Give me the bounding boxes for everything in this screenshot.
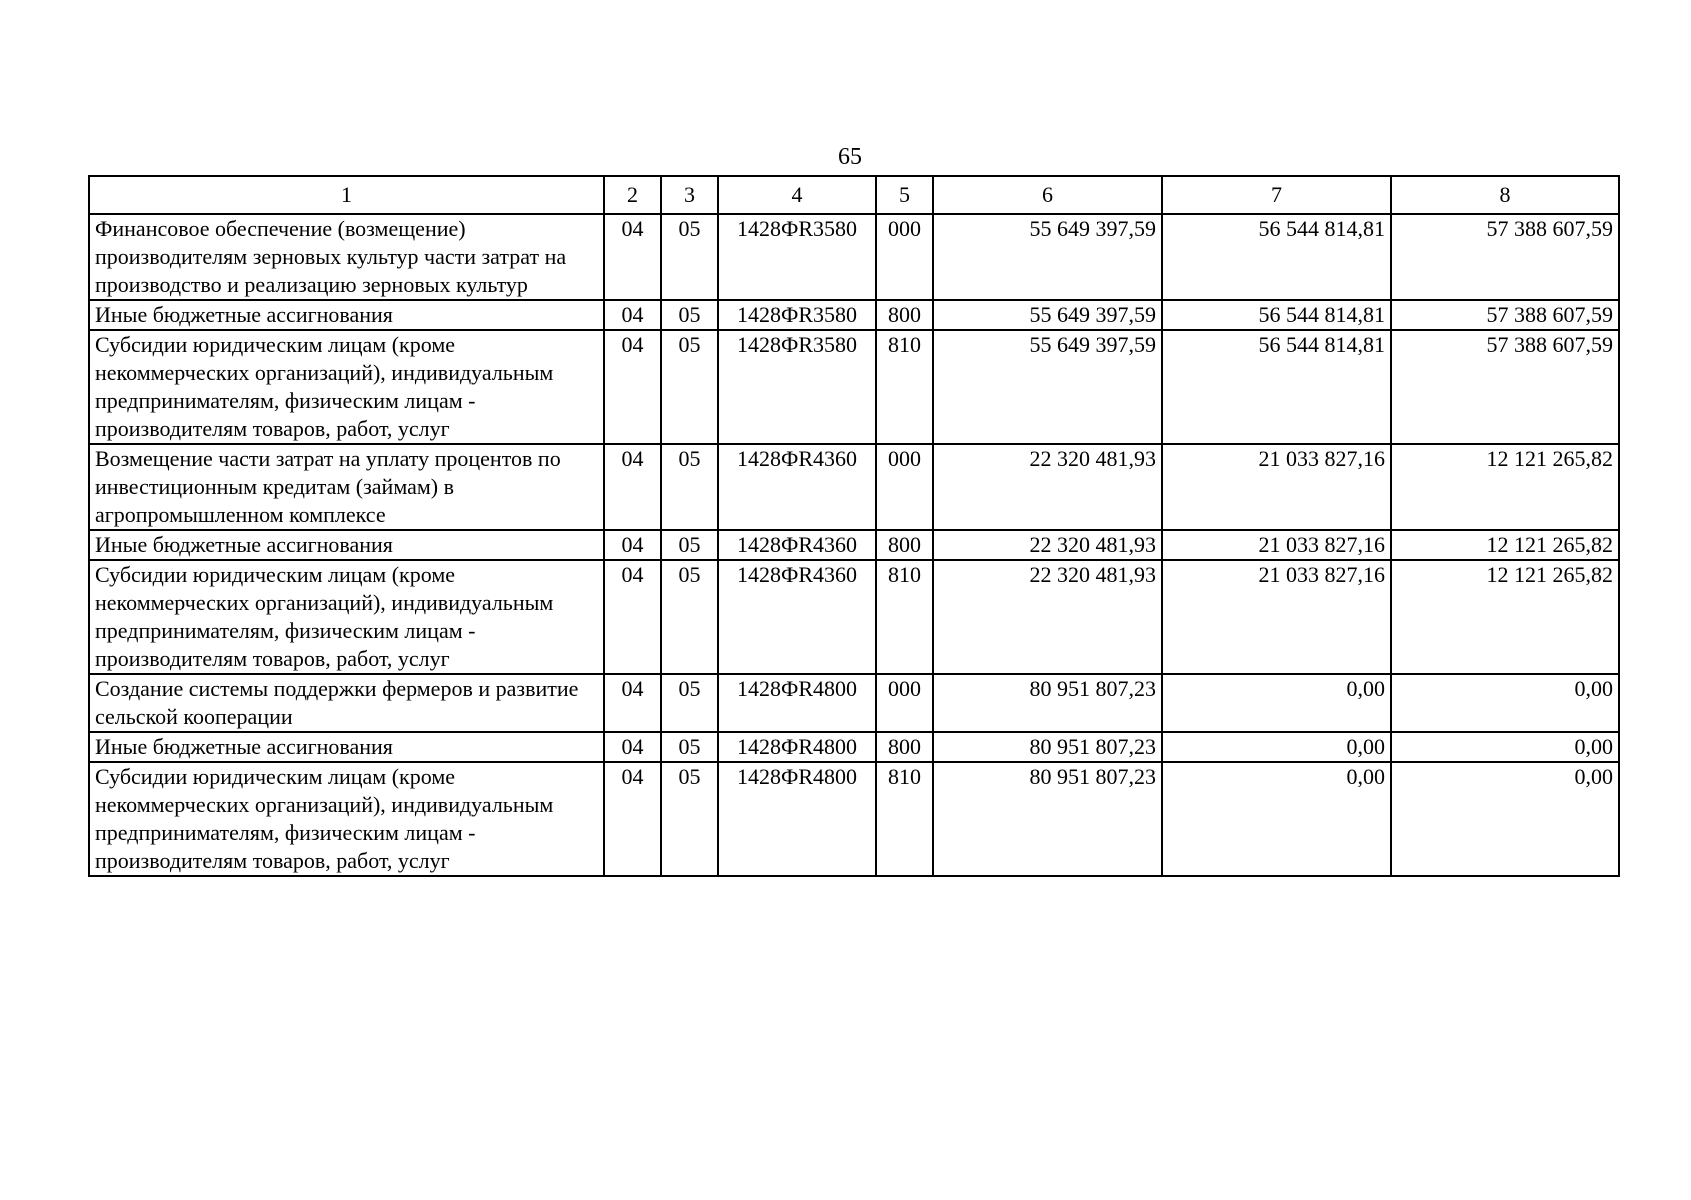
row-name: Субсидии юридическим лицам (кроме некоммерческих организаций), индивидуальным предпринимателям, физическим лицам - производителям товаров, работ, услуг: [89, 330, 604, 444]
row-subsection: 05: [661, 762, 718, 876]
row-amount-7: 56 544 814,81: [1162, 300, 1391, 330]
table-row: [89, 300, 1619, 330]
row-amount-6: 55 649 397,59: [933, 330, 1162, 444]
table-row: [89, 444, 1619, 530]
row-subsection: 05: [661, 330, 718, 444]
row-subsection: 05: [661, 732, 718, 762]
row-target-code: 1428ФR4360: [718, 560, 876, 674]
header-col-6: 6: [933, 176, 1162, 214]
row-amount-6: 80 951 807,23: [933, 674, 1162, 732]
row-expense-type: 000: [876, 674, 933, 732]
row-expense-type: 810: [876, 762, 933, 876]
row-target-code: 1428ФR4360: [718, 530, 876, 560]
row-expense-type: 800: [876, 732, 933, 762]
row-section: 04: [604, 674, 661, 732]
row-amount-8: 12 121 265,82: [1391, 530, 1619, 560]
row-amount-7: 0,00: [1162, 762, 1391, 876]
row-section: 04: [604, 214, 661, 300]
row-amount-6: 55 649 397,59: [933, 300, 1162, 330]
row-amount-8: 57 388 607,59: [1391, 330, 1619, 444]
header-row: [89, 176, 1619, 214]
row-amount-8: 57 388 607,59: [1391, 300, 1619, 330]
row-subsection: 05: [661, 444, 718, 530]
table-row: [89, 674, 1619, 732]
row-name: Возмещение части затрат на уплату процентов по инвестиционным кредитам (займам) в агропромышленном комплексе: [89, 444, 604, 530]
header-col-4: 4: [718, 176, 876, 214]
header-col-3: 3: [661, 176, 718, 214]
row-section: 04: [604, 762, 661, 876]
page-number: 65: [838, 144, 862, 170]
row-amount-8: 0,00: [1391, 732, 1619, 762]
table-row: [89, 560, 1619, 674]
row-name: Иные бюджетные ассигнования: [89, 732, 604, 762]
row-subsection: 05: [661, 560, 718, 674]
table-row: [89, 330, 1619, 444]
row-expense-type: 810: [876, 560, 933, 674]
row-name: Субсидии юридическим лицам (кроме некоммерческих организаций), индивидуальным предпринимателям, физическим лицам - производителям товаров, работ, услуг: [89, 762, 604, 876]
row-expense-type: 800: [876, 300, 933, 330]
row-name: Создание системы поддержки фермеров и развитие сельской кооперации: [89, 674, 604, 732]
row-name: Иные бюджетные ассигнования: [89, 300, 604, 330]
table-row: [89, 530, 1619, 560]
row-section: 04: [604, 560, 661, 674]
row-amount-7: 21 033 827,16: [1162, 530, 1391, 560]
row-subsection: 05: [661, 214, 718, 300]
table-row: [89, 214, 1619, 300]
row-subsection: 05: [661, 300, 718, 330]
row-amount-6: 22 320 481,93: [933, 444, 1162, 530]
row-target-code: 1428ФR4360: [718, 444, 876, 530]
row-amount-8: 12 121 265,82: [1391, 444, 1619, 530]
header-col-7: 7: [1162, 176, 1391, 214]
row-section: 04: [604, 732, 661, 762]
row-amount-7: 56 544 814,81: [1162, 330, 1391, 444]
row-amount-7: 21 033 827,16: [1162, 444, 1391, 530]
row-amount-6: 55 649 397,59: [933, 214, 1162, 300]
row-amount-6: 22 320 481,93: [933, 530, 1162, 560]
header-col-2: 2: [604, 176, 661, 214]
row-expense-type: 810: [876, 330, 933, 444]
row-target-code: 1428ФR4800: [718, 732, 876, 762]
row-amount-7: 56 544 814,81: [1162, 214, 1391, 300]
row-expense-type: 000: [876, 214, 933, 300]
row-target-code: 1428ФR3580: [718, 330, 876, 444]
row-amount-6: 22 320 481,93: [933, 560, 1162, 674]
header-col-1: 1: [89, 176, 604, 214]
row-name: Субсидии юридическим лицам (кроме некоммерческих организаций), индивидуальным предпринимателям, физическим лицам - производителям товаров, работ, услуг: [89, 560, 604, 674]
table-row: [89, 732, 1619, 762]
row-section: 04: [604, 444, 661, 530]
row-target-code: 1428ФR4800: [718, 762, 876, 876]
row-subsection: 05: [661, 674, 718, 732]
row-amount-6: 80 951 807,23: [933, 732, 1162, 762]
row-amount-8: 0,00: [1391, 674, 1619, 732]
row-name: Иные бюджетные ассигнования: [89, 530, 604, 560]
row-amount-7: 0,00: [1162, 674, 1391, 732]
header-col-8: 8: [1391, 176, 1619, 214]
row-target-code: 1428ФR3580: [718, 214, 876, 300]
row-subsection: 05: [661, 530, 718, 560]
budget-table: [88, 175, 1620, 877]
row-amount-8: 57 388 607,59: [1391, 214, 1619, 300]
row-name: Финансовое обеспечение (возмещение) производителям зерновых культур части затрат на производство и реализацию зерновых культур: [89, 214, 604, 300]
row-section: 04: [604, 530, 661, 560]
row-target-code: 1428ФR3580: [718, 300, 876, 330]
row-amount-7: 0,00: [1162, 732, 1391, 762]
header-col-5: 5: [876, 176, 933, 214]
row-section: 04: [604, 330, 661, 444]
row-expense-type: 000: [876, 444, 933, 530]
row-section: 04: [604, 300, 661, 330]
row-expense-type: 800: [876, 530, 933, 560]
row-amount-7: 21 033 827,16: [1162, 560, 1391, 674]
row-target-code: 1428ФR4800: [718, 674, 876, 732]
row-amount-8: 12 121 265,82: [1391, 560, 1619, 674]
row-amount-8: 0,00: [1391, 762, 1619, 876]
row-amount-6: 80 951 807,23: [933, 762, 1162, 876]
table-row: [89, 762, 1619, 876]
